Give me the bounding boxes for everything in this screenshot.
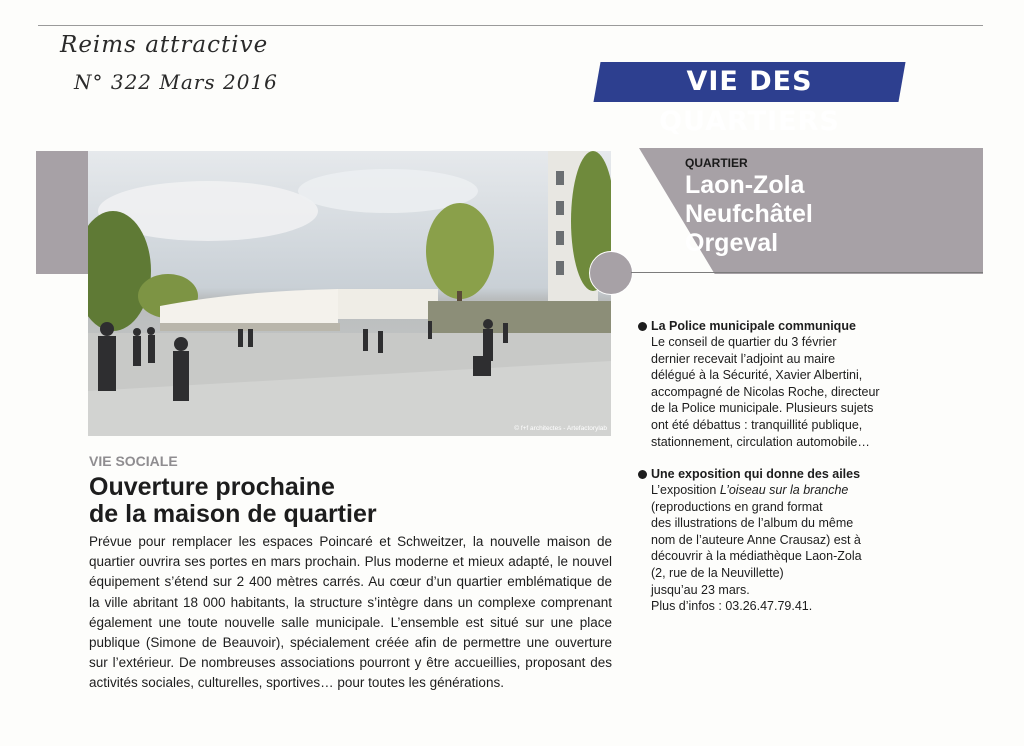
quartier-names (685, 171, 813, 258)
brief-police (638, 318, 938, 450)
top-rule (38, 25, 983, 26)
brief-line: Plus d’infos : 03.26.47.79.41. (651, 599, 813, 614)
brief-line: de la Police municipale. Plusieurs sujets (651, 401, 874, 416)
article-body: Prévue pour remplacer les espaces Poincaré et Schweitzer, la nouvelle maison de quartier ouvrira ses portes en mars prochain. Plus moderne et mieux adapté, le nouvel équipement s’étend sur 2 400 mètres carrés. Au cœur d’un quartier emblématique de la ville abritant 18 000 habitants, la structure s’intègre dans un complexe comprenant également une toute nouvelle salle municipale. L’ensemble est situé sur une place publique (Simone de Beauvoir), spécialement créée afin de permettre une ouverture sur l’extérieur. De nombreuses associations pourront y être accueillies, proposant des activités sociales, culturelles, sportives… pour toutes les générations. (89, 534, 612, 691)
brief-line: accompagné de Nicolas Roche, directeur (651, 384, 880, 399)
quartier-label: QUARTIER (685, 156, 748, 170)
brief-line: jusqu’au 23 mars. (651, 582, 750, 597)
exhibition-title: L’oiseau sur la branche (719, 483, 849, 497)
article-headline (89, 474, 377, 528)
brief-line: dernier recevait l’adjoint au maire (651, 351, 836, 366)
brief-exposition (638, 466, 938, 615)
brief-title: Une exposition qui donne des ailes (651, 467, 861, 481)
brief-line: (2, rue de la Neuvillette) (651, 565, 784, 580)
photo-credit: © f+f architectes - Artefactorylab (514, 425, 607, 432)
decorative-circle (589, 251, 633, 295)
article-photo (88, 151, 611, 436)
quartier-panel-rule (631, 272, 983, 273)
section-banner (593, 62, 905, 137)
quartier-name-2: Neufchâtel (685, 200, 813, 228)
handwritten-publication: Reims attractive (60, 32, 269, 58)
photo-side-block (36, 151, 88, 274)
brief-line: stationnement, circulation automobile… (651, 434, 870, 449)
brief-line (638, 482, 938, 499)
headline-line-1: Ouverture prochaine (89, 473, 335, 501)
quartier-name-1: Laon-Zola (685, 171, 805, 199)
brief-line: Le conseil de quartier du 3 février (651, 335, 837, 349)
bullet-icon (638, 470, 647, 479)
brief-line: nom de l’auteure Anne Crausaz) est à (651, 532, 861, 547)
brief-line: découvrir à la médiathèque Laon-Zola (651, 549, 862, 564)
brief-line-lead: L’exposition (651, 483, 720, 497)
brief-line: délégué à la Sécurité, Xavier Albertini, (651, 368, 863, 383)
article-kicker: VIE SOCIALE (89, 453, 178, 469)
section-banner-label: VIE DES QUARTIERS (659, 66, 840, 137)
handwritten-issue: N° 322 Mars 2016 (74, 70, 278, 94)
headline-line-2: de la maison de quartier (89, 500, 377, 528)
brief-title: La Police municipale communique (651, 319, 856, 333)
brief-line: (reproductions en grand format (651, 499, 823, 514)
brief-line: ont été débattus : tranquillité publique, (651, 417, 863, 432)
photo-illustration (88, 151, 611, 436)
bullet-icon (638, 322, 647, 331)
quartier-name-3: Orgeval (685, 229, 779, 257)
brief-line: des illustrations de l’album du même (651, 516, 854, 531)
